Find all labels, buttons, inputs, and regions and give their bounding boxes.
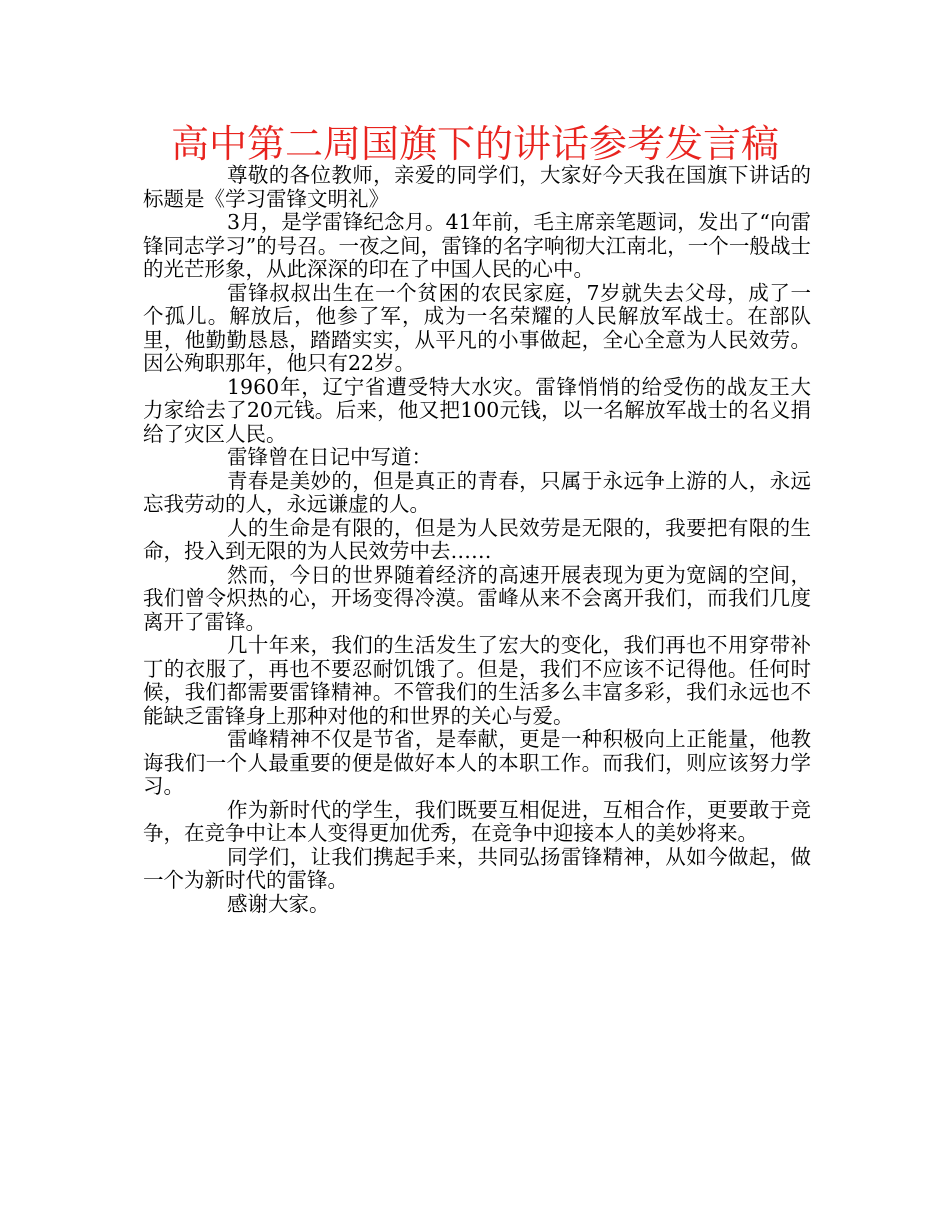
paragraph: 人的生命是有限的，但是为人民效劳是无限的，我要把有限的生命，投入到无限的为人民效劳中去…… [143,515,811,563]
paragraph: 同学们，让我们携起手来，共同弘扬雷锋精神，从如今做起，做一个为新时代的雷锋。 [143,844,811,892]
paragraph: 3月，是学雷锋纪念月。41年前，毛主席亲笔题词，发出了“向雷锋同志学习”的号召。一夜之间，雷锋的名字响彻大江南北，一个一般战士的光芒形象，从此深深的印在了中国人民的心中。 [143,210,811,281]
paragraph: 雷锋曾在日记中写道： [227,445,432,469]
paragraph: 作为新时代的学生，我们既要互相促进，互相合作，更要敢于竞争，在竞争中让本人变得更加优秀，在竞争中迎接本人的美妙将来。 [143,797,811,845]
paragraph: 雷锋叔叔出生在一个贫困的农民家庭，7岁就失去父母，成了一个孤儿。解放后，他参了军，成为一名荣耀的人民解放军战士。在部队里，他勤勤恳恳，踏踏实实，从平凡的小事做起，全心全意为人民效劳。因公殉职那年，他只有22岁。 [143,280,811,375]
paragraph: 尊敬的各位教师，亲爱的同学们，大家好今天我在国旗下讲话的标题是《学习雷锋文明礼》 [143,163,811,211]
paragraph: 雷峰精神不仅是节省，是奉献，更是一种积极向上正能量，他教诲我们一个人最重要的便是做好本人的本职工作。而我们，则应该努力学习。 [143,727,811,798]
paragraph: 几十年来，我们的生活发生了宏大的变化，我们再也不用穿带补丁的衣服了，再也不要忍耐饥饿了。但是，我们不应该不记得他。任何时候，我们都需要雷锋精神。不管我们的生活多么丰富多彩，我们永远也不能缺乏雷锋身上那种对他的和世界的关心与爱。 [143,633,811,728]
paragraph: 感谢大家。 [227,891,330,916]
paragraph: 1960年，辽宁省遭受特大水灾。雷锋悄悄的给受伤的战友王大力家给去了20元钱。后来，他又把100元钱，以一名解放军战士的名义捐给了灾区人民。 [143,374,811,446]
document-body [143,164,811,916]
document-title: 高中第二周国旗下的讲话参考发言稿 [170,122,779,166]
paragraph: 青春是美妙的，但是真正的青春，只属于永远争上游的人，永远忘我劳动的人，永远谦虚的人。 [143,468,811,516]
paragraph: 然而，今日的世界随着经济的高速开展表现为更为宽阔的空间，我们曾令炽热的心，开场变得冷漠。雷峰从来不会离开我们，而我们几度离开了雷锋。 [143,562,811,634]
